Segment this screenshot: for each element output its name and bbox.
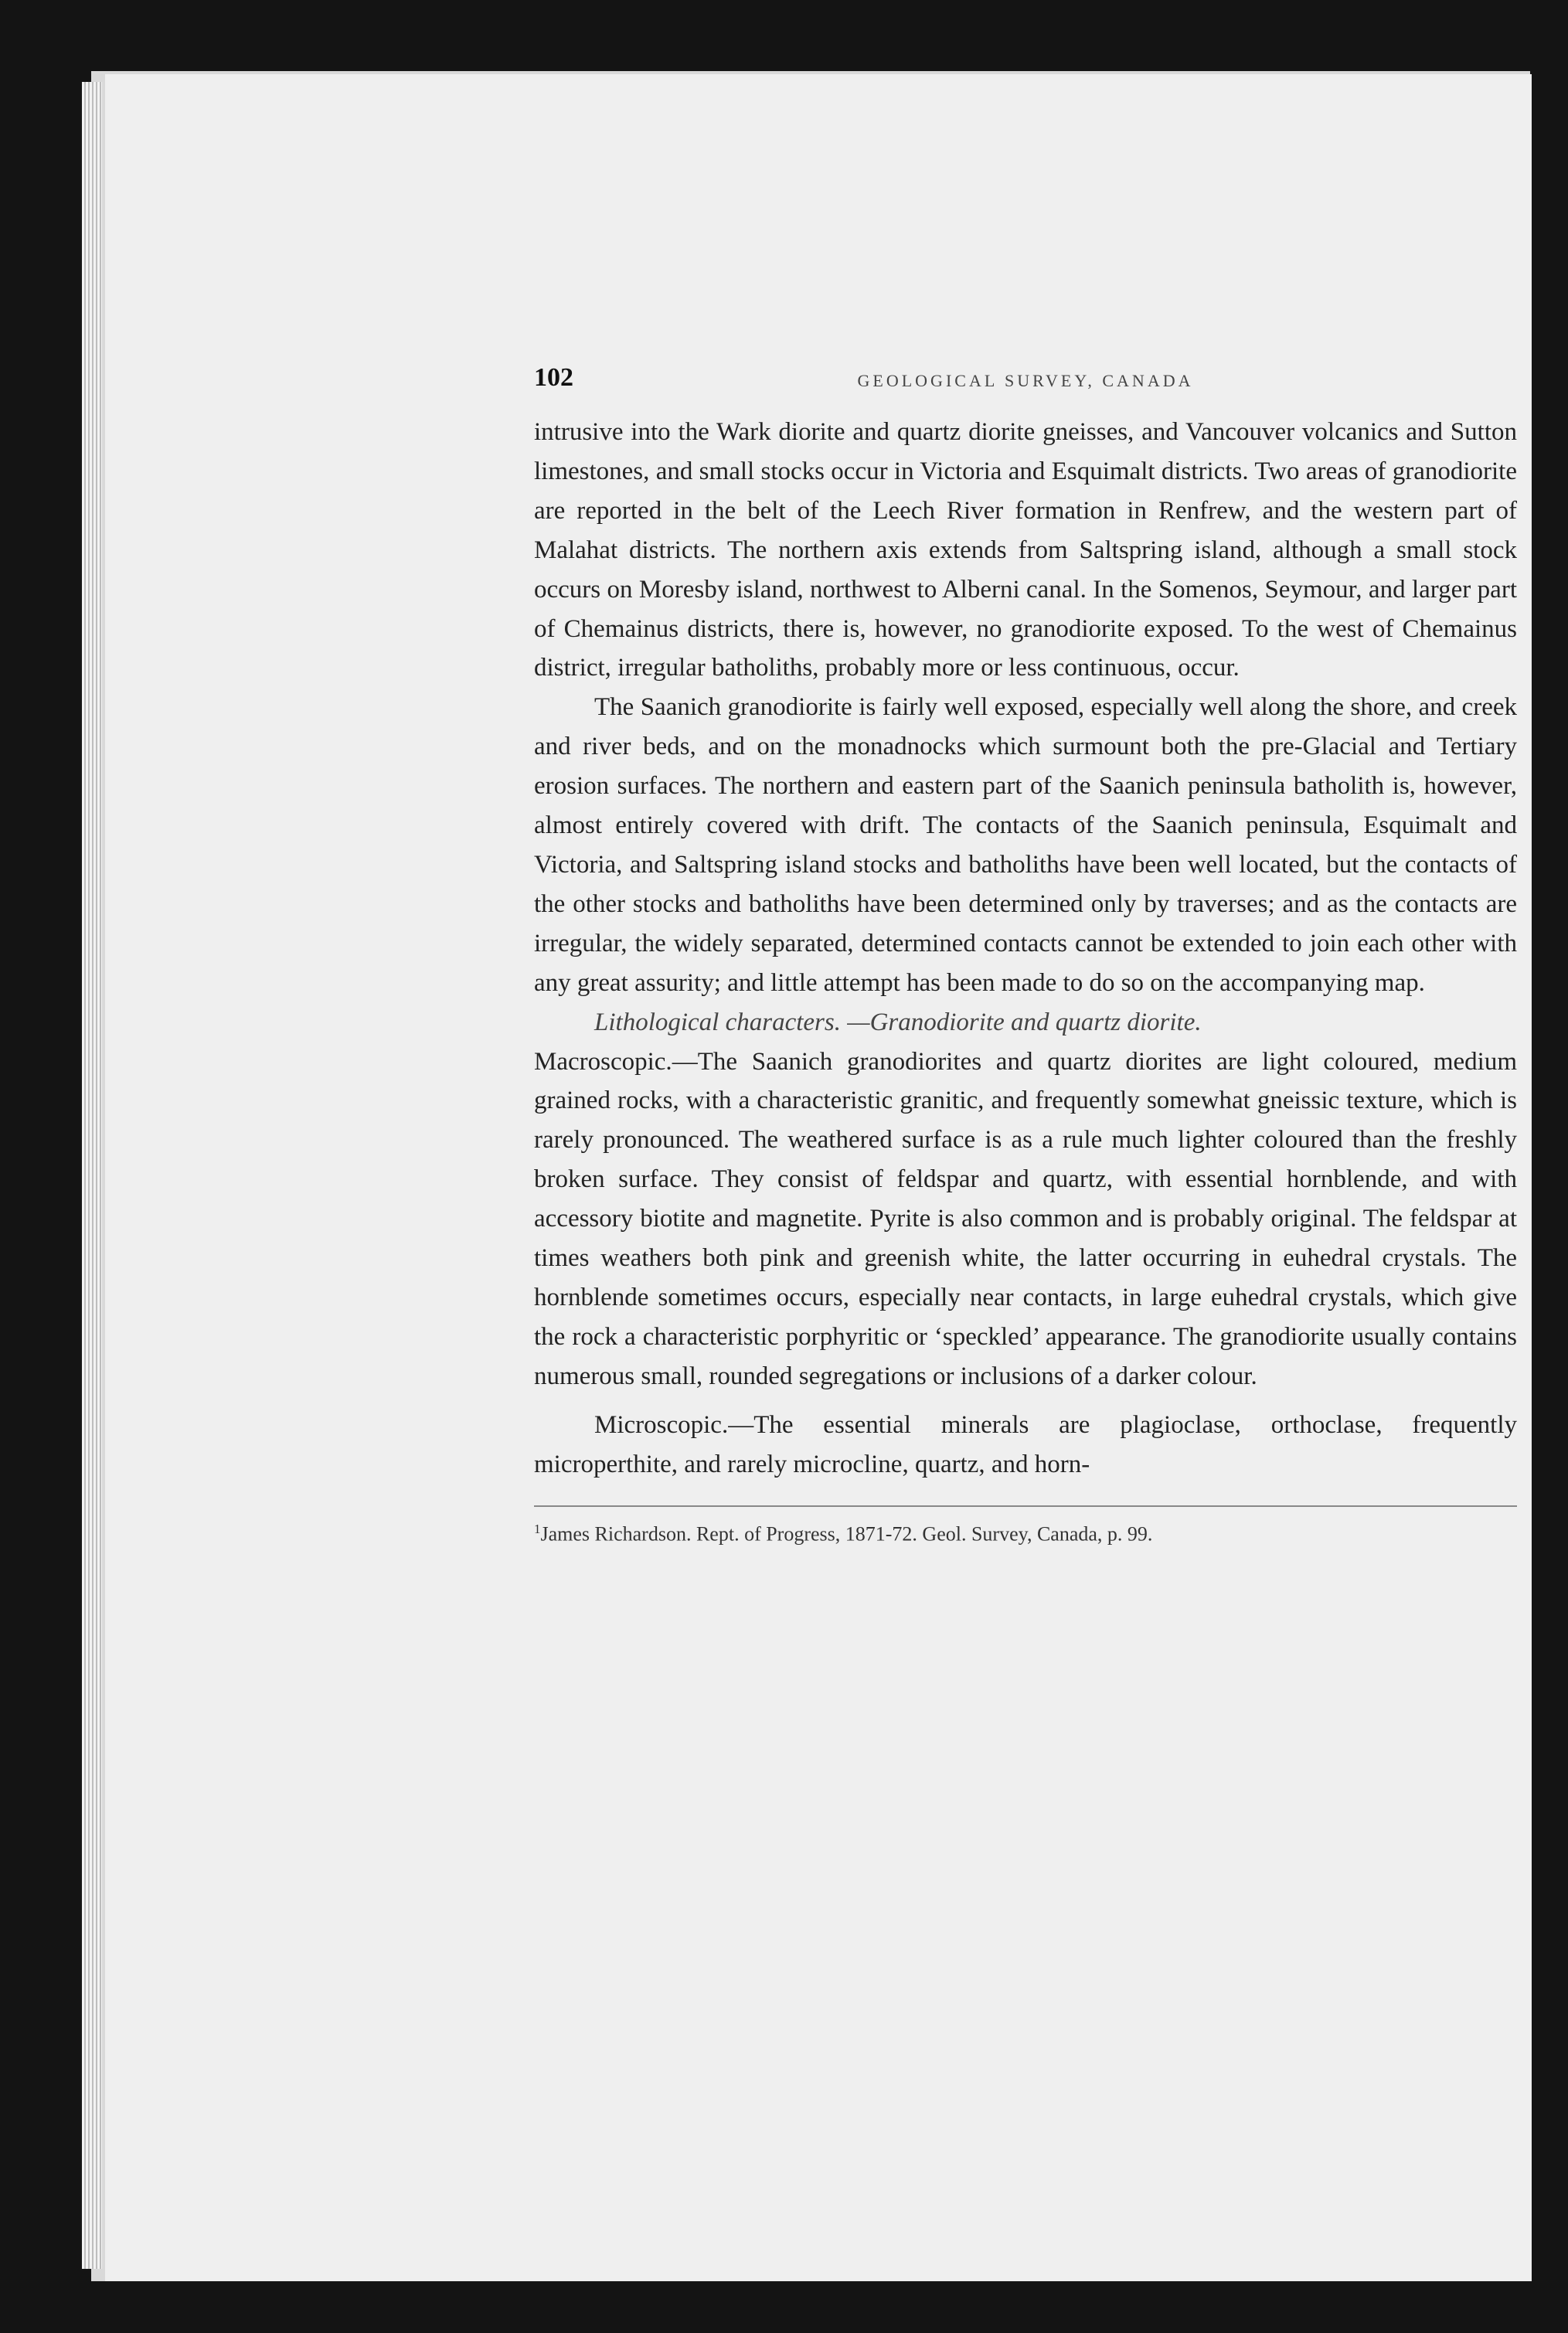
running-head: GEOLOGICAL SURVEY, CANADA [857, 371, 1194, 390]
microscopic-paragraph [534, 1406, 1517, 1484]
paragraph-1: intrusive into the Wark diorite and quartz diorite gneisses, and Vancouver volcanics and Sutton limestones, and small stocks occur in Victoria and Esquimalt districts. Two areas of granodiorite are reported in the belt of the Leech River formation in Renfrew, and the western part of Malahat districts. The northern axis extends from Saltspring island, although a small stock occurs on Moresby island, northwest to Alberni canal. In the Somenos, Seymour, and larger part of Chemainus districts, there is, however, no granodiorite exposed. To the west of Chemainus district, irregular batholiths, probably more or less continuous, occur. [534, 418, 1517, 682]
macroscopic-label: Macroscopic. [534, 1047, 672, 1076]
macroscopic-text: —The Saanich granodiorites and quartz diorites are light coloured, medium grained rocks, with a characteristic granitic, and frequently somewhat gneissic texture, which is rarely pronounced. The weathered surface is as a rule much lighter coloured than the freshly broken surface. They consist of feldspar and quartz, with essential hornblende, and with accessory biotite and magnetite. Pyrite is also common and is probably original. The feldspar at times weathers both pink and greenish white, the latter occurring in euhedral crystals. The hornblende sometimes occurs, especially near contacts, in large euhedral crystals, which give the rock a characteristic porphyritic or ‘speckled’ appearance. The granodiorite usually contains numerous small, rounded segregations or inclusions of a darker colour. [534, 1047, 1517, 1390]
footnote-marker: 1 [534, 1522, 541, 1537]
footnote-text: James Richardson. Rept. of Progress, 1871-72. Geol. Survey, Canada, p. 99. [540, 1523, 1153, 1546]
footnote-rule [534, 1505, 1517, 1507]
body-text [534, 413, 1517, 1484]
page-header [534, 359, 1517, 413]
page-number: 102 [534, 363, 573, 392]
paragraph-2: The Saanich granodiorite is fairly well exposed, especially well along the shore, and creek and river beds, and on the monadnocks which surmount both the pre-Glacial and Tertiary erosion surfaces. The northern and eastern part of the Saanich peninsula batholith is, however, almost entirely covered with drift. The contacts of the Saanich peninsula, Esquimalt and Victoria, and Saltspring island stocks and batholiths have been well located, but the contacts of the other stocks and batholiths have been determined only by traverses; and as the contacts are irregular, the widely separated, determined contacts cannot be extended to join each other with any great assurity; and little attempt has been made to do so on the accompanying map. [534, 693, 1517, 997]
page [105, 74, 1532, 2281]
page-content [534, 359, 1517, 2229]
section-heading [534, 1003, 1517, 1042]
section-heading-text: Lithological characters. —Granodiorite and quartz diorite. [594, 1008, 1202, 1036]
microscopic-label: Microscopic. [594, 1410, 729, 1439]
footnote [534, 1516, 1517, 1548]
microscopic-text: —The essential minerals are plagioclase, orthoclase, frequently microperthite, and rarely microcline, quartz, and horn- [534, 1410, 1517, 1478]
macroscopic-paragraph [534, 1042, 1517, 1396]
